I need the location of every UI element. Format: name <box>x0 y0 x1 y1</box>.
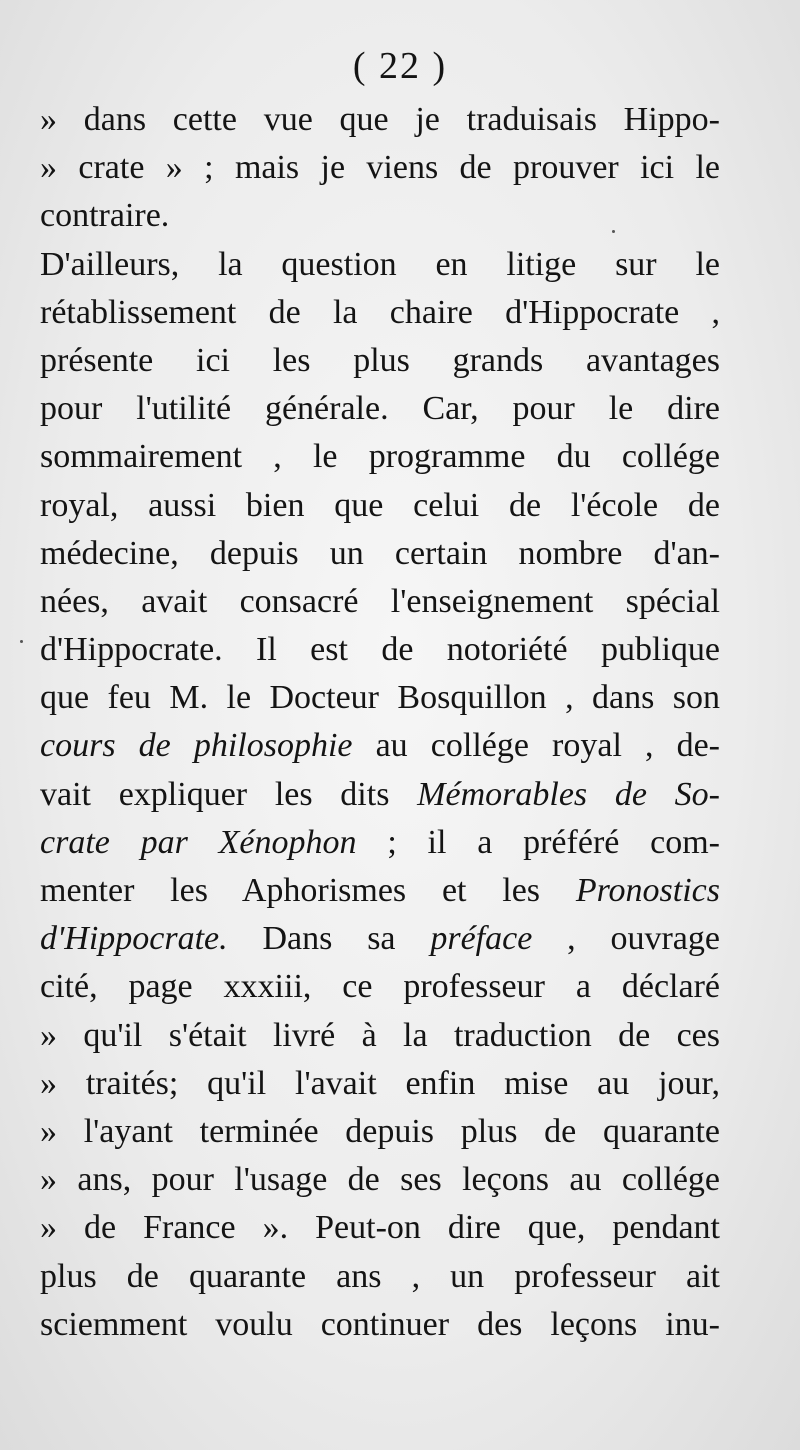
text-segment: D'ailleurs, la question en litige sur le <box>40 245 720 283</box>
text-segment: menter les Aphorismes et les <box>40 872 576 909</box>
text-line <box>40 482 720 530</box>
text-line <box>40 1012 720 1060</box>
text-line <box>40 530 720 578</box>
text-line <box>40 963 720 1011</box>
text-segment: sciemment voulu continuer des leçons inu- <box>40 1305 720 1343</box>
text-line <box>40 337 720 385</box>
text-segment: Dans sa <box>227 920 431 958</box>
text-segment: » l'ayant terminée depuis plus de quarante <box>40 1112 720 1150</box>
text-segment: royal, aussi bien que celui de l'école de <box>40 486 720 524</box>
text-line <box>40 1060 720 1108</box>
text-line <box>40 771 720 819</box>
text-line <box>40 578 720 626</box>
text-line <box>40 1253 720 1301</box>
text-line <box>40 96 720 144</box>
text-line <box>40 1301 720 1349</box>
text-segment: ; il a préféré com- <box>356 823 720 861</box>
text-line <box>40 1204 720 1252</box>
text-segment: sommairement , le programme du collége <box>40 438 720 476</box>
text-line <box>40 385 720 433</box>
margin-speck <box>612 230 615 233</box>
text-segment: » dans cette vue que je traduisais Hippo- <box>40 101 720 138</box>
italic-text: crate par Xénophon <box>40 823 357 861</box>
text-line <box>40 915 720 963</box>
text-line <box>40 674 720 722</box>
text-line <box>40 192 720 240</box>
text-line <box>40 1156 720 1204</box>
margin-speck <box>20 640 23 643</box>
text-segment: vait expliquer les dits <box>40 775 418 813</box>
text-segment: » qu'il s'était livré à la traduction de ces <box>40 1016 720 1054</box>
text-line <box>40 241 720 289</box>
text-line <box>40 867 720 915</box>
text-segment: médecine, depuis un certain nombre d'an- <box>40 534 720 572</box>
text-line <box>40 433 720 481</box>
text-segment: , ouvrage <box>532 920 720 958</box>
text-segment: rétablissement de la chaire d'Hippocrate , <box>40 293 720 331</box>
text-line <box>40 626 720 674</box>
text-segment: nées, avait consacré l'enseignement spécial <box>40 582 720 620</box>
body-text <box>40 96 720 1349</box>
text-line <box>40 722 720 770</box>
italic-text: Pronostics <box>575 872 720 909</box>
text-segment: » ans, pour l'usage de ses leçons au collége <box>40 1161 720 1199</box>
italic-text: d'Hippocrate. <box>40 920 228 958</box>
text-segment: » crate » ; mais je viens de prouver ici le <box>40 149 720 187</box>
text-segment: » traités; qu'il l'avait enfin mise au jour, <box>40 1064 720 1102</box>
text-segment: contraire. <box>40 197 170 235</box>
text-segment: pour l'utilité générale. Car, pour le dire <box>40 390 720 428</box>
italic-text: cours de philosophie <box>40 727 353 765</box>
text-segment: présente ici les plus grands avantages <box>40 341 720 379</box>
text-line <box>40 1108 720 1156</box>
text-segment: d'Hippocrate. Il est de notoriété publique <box>40 631 720 669</box>
text-segment: cité, page xxxiii, ce professeur a déclaré <box>40 968 720 1006</box>
text-segment: que feu M. le Docteur Bosquillon , dans son <box>40 679 720 717</box>
page-number: ( 22 ) <box>352 45 448 87</box>
text-segment: au collége royal , de- <box>352 727 720 765</box>
text-segment: plus de quarante ans , un professeur ait <box>40 1257 720 1295</box>
text-line <box>40 289 720 337</box>
italic-text: préface <box>430 920 533 958</box>
text-segment: » de France ». Peut-on dire que, pendant <box>40 1209 720 1247</box>
text-line <box>40 144 720 192</box>
text-line <box>40 819 720 867</box>
italic-text: Mémorables de So- <box>417 775 720 813</box>
